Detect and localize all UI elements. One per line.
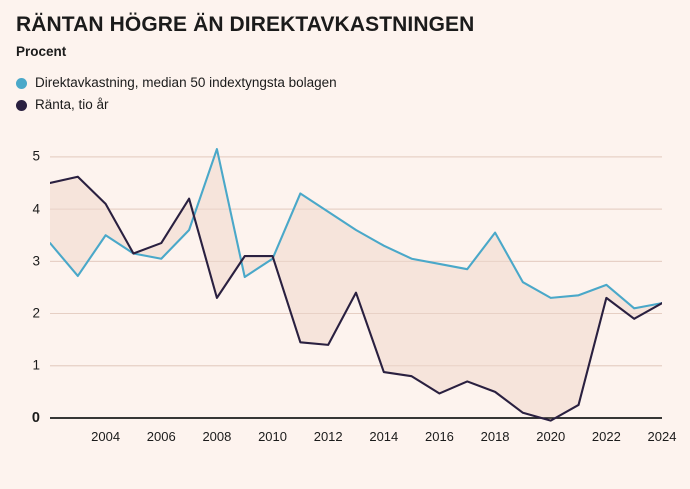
plot-area: [50, 130, 662, 418]
x-axis-labels: [50, 424, 677, 450]
x-tick-label: 2006: [146, 428, 176, 444]
y-axis-labels: [16, 124, 50, 424]
legend-label-rate: Ränta, tio år: [35, 97, 109, 113]
legend-color-swatch-yield: [16, 78, 27, 89]
legend-label-yield: Direktavkastning, median 50 indextyngsta bolagen: [35, 75, 337, 91]
x-tick-label: 2010: [258, 428, 287, 444]
chart-legend: [16, 75, 674, 114]
chart-canvas: [16, 124, 677, 454]
x-tick-label: 2012: [313, 428, 343, 444]
y-tick-label: 2: [32, 305, 40, 321]
x-tick-label: 2024: [647, 428, 677, 444]
y-tick-label: 5: [32, 148, 40, 164]
y-tick-label: 1: [32, 357, 40, 373]
legend-item-rate: [16, 97, 674, 114]
series-plot: [50, 130, 662, 430]
x-tick-label: 2008: [202, 428, 232, 444]
legend-item-yield: [16, 75, 674, 92]
legend-color-swatch-rate: [16, 100, 27, 111]
y-tick-label: 0: [31, 409, 40, 426]
page-title: RÄNTAN HÖGRE ÄN DIREKTAVKASTNINGEN: [16, 13, 475, 36]
y-tick-label: 3: [32, 253, 40, 269]
x-tick-label: 2004: [91, 428, 121, 444]
x-tick-label: 2018: [480, 428, 510, 444]
x-tick-label: 2014: [369, 428, 399, 444]
x-tick-label: 2020: [536, 428, 566, 444]
series-gap-fill: [50, 149, 662, 421]
x-tick-label: 2016: [424, 428, 454, 444]
chart-subtitle: Procent: [16, 44, 67, 60]
x-tick-label: 2022: [591, 428, 621, 444]
y-tick-label: 4: [32, 200, 40, 216]
